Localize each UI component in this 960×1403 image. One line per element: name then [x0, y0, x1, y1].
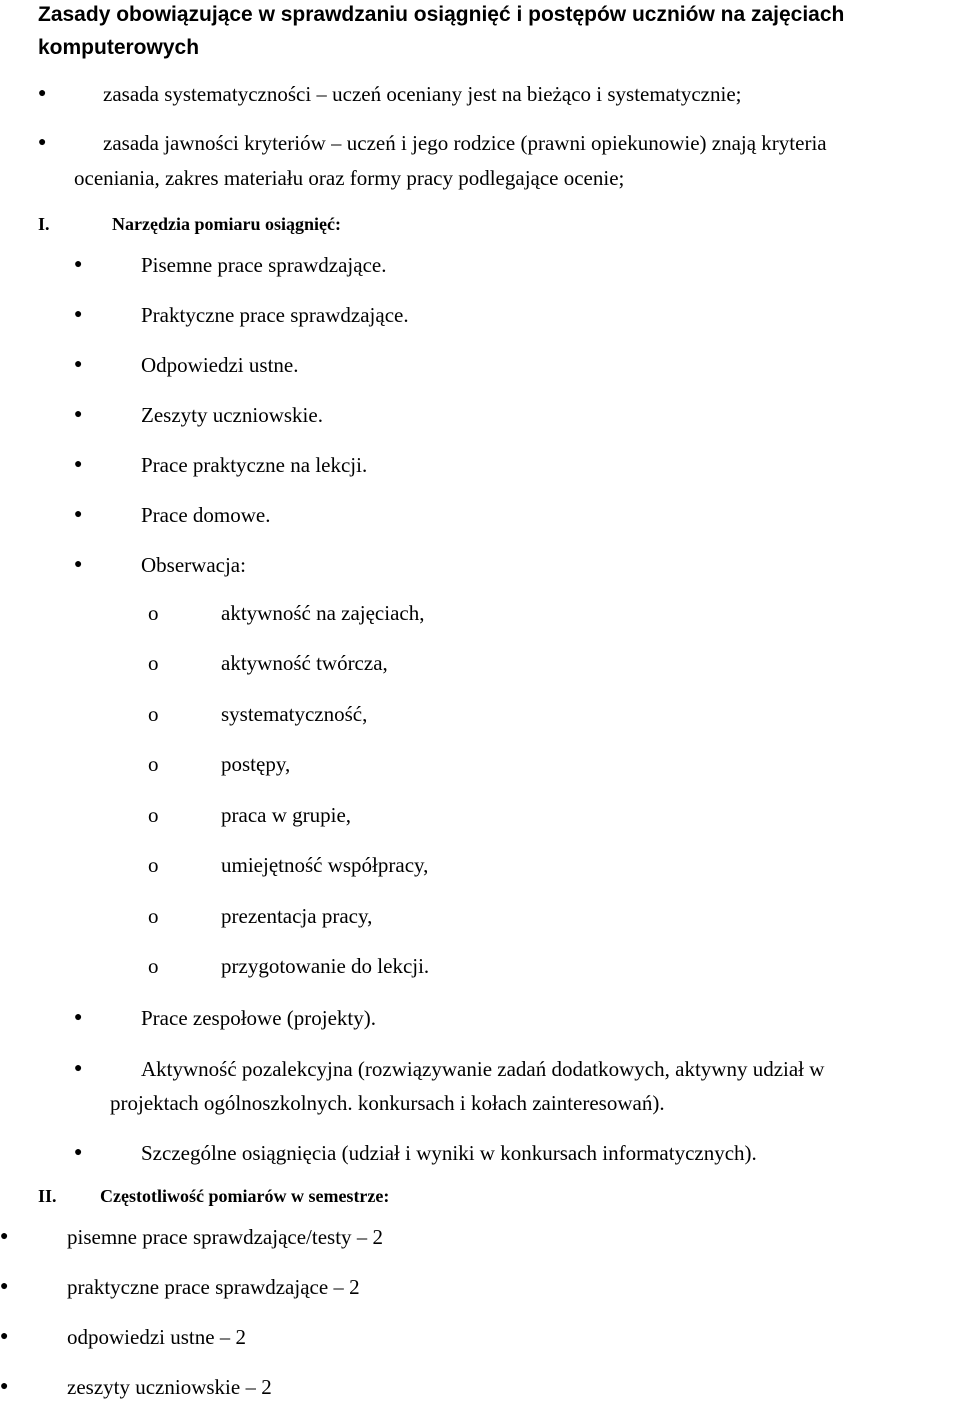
list-item: Zeszyty uczniowskie. — [141, 403, 323, 427]
bullet-icon: ● — [38, 135, 47, 150]
circle-bullet-marker: o — [148, 702, 159, 726]
bullet-icon: ● — [74, 457, 83, 472]
principle-transparency-line1: zasada jawności kryteriów ⎯ uczeń i jego rodzice (prawni opiekunowie) znają kryteria — [103, 131, 827, 155]
bullet-icon: ● — [74, 357, 83, 372]
list-item: Prace domowe. — [141, 503, 271, 527]
circle-bullet-marker: o — [148, 651, 159, 675]
document-title: Zasady obowiązujące w sprawdzaniu osiągnięć i postępów uczniów na zajęciach komputerowych — [38, 3, 845, 59]
bullet-icon: ● — [74, 1145, 83, 1160]
list-item: zeszyty uczniowskie ⎯ 2 — [67, 1375, 272, 1399]
bullet-icon: ● — [0, 1229, 9, 1244]
list-item: umiejętność współpracy, — [221, 853, 429, 877]
bullet-icon: ● — [0, 1329, 9, 1344]
bullet-icon: ● — [38, 86, 47, 101]
section-2-heading: Częstotliwość pomiarów w semestrze: — [100, 1186, 390, 1206]
section-1-numeral: I. — [38, 214, 50, 234]
section-2-numeral: II. — [38, 1186, 57, 1206]
bullet-icon: ● — [0, 1279, 9, 1294]
bullet-icon: ● — [74, 1010, 83, 1025]
list-item-extracurricular-line2: projektach ogólnoszkolnych. konkursach i kołach zainteresowań). — [110, 1091, 665, 1115]
list-item: Odpowiedzi ustne. — [141, 353, 299, 377]
bullet-icon: ● — [74, 307, 83, 322]
list-item: pisemne prace sprawdzające/testy ⎯ 2 — [67, 1225, 384, 1249]
bullet-icon: ● — [0, 1379, 9, 1394]
list-item: Pisemne prace sprawdzające. — [141, 253, 387, 277]
bullet-icon: ● — [74, 557, 83, 572]
list-item: odpowiedzi ustne ⎯ 2 — [67, 1325, 247, 1349]
list-item: praktyczne prace sprawdzające ⎯ 2 — [67, 1275, 360, 1299]
circle-bullet-marker: o — [148, 803, 159, 827]
bullet-icon: ● — [74, 507, 83, 522]
list-item: systematyczność, — [221, 702, 368, 726]
circle-bullet-marker: o — [148, 954, 159, 978]
section-1-heading: Narzędzia pomiaru osiągnięć: — [112, 214, 341, 234]
bullet-icon: ● — [74, 1061, 83, 1076]
principle-transparency-line2: oceniania, zakres materiału oraz formy pracy podlegające ocenie; — [74, 166, 625, 190]
circle-bullet-marker: o — [148, 752, 159, 776]
list-item: praca w grupie, — [221, 803, 352, 827]
circle-bullet-marker: o — [148, 853, 159, 877]
bullet-icon: ● — [74, 407, 83, 422]
list-item: aktywność na zajęciach, — [221, 601, 425, 625]
list-item: aktywność twórcza, — [221, 651, 388, 675]
list-item-observation: Obserwacja: — [141, 553, 246, 577]
circle-bullet-marker: o — [148, 904, 159, 928]
list-item: Szczególne osiągnięcia (udział i wyniki w konkursach informatycznych). — [141, 1141, 757, 1165]
list-item-extracurricular-line1: Aktywność pozalekcyjna (rozwiązywanie zadań dodatkowych, aktywny udział w — [141, 1057, 825, 1081]
bullet-icon: ● — [74, 257, 83, 272]
principle-systematic: zasada systematyczności ⎯ uczeń oceniany jest na bieżąco i systematycznie; — [103, 82, 742, 106]
list-item: Prace praktyczne na lekcji. — [141, 453, 368, 477]
list-item: Praktyczne prace sprawdzające. — [141, 303, 409, 327]
list-item: przygotowanie do lekcji. — [221, 954, 430, 978]
list-item: prezentacja pracy, — [221, 904, 373, 928]
list-item: postępy, — [221, 752, 291, 776]
circle-bullet-marker: o — [148, 601, 159, 625]
list-item: Prace zespołowe (projekty). — [141, 1006, 376, 1030]
